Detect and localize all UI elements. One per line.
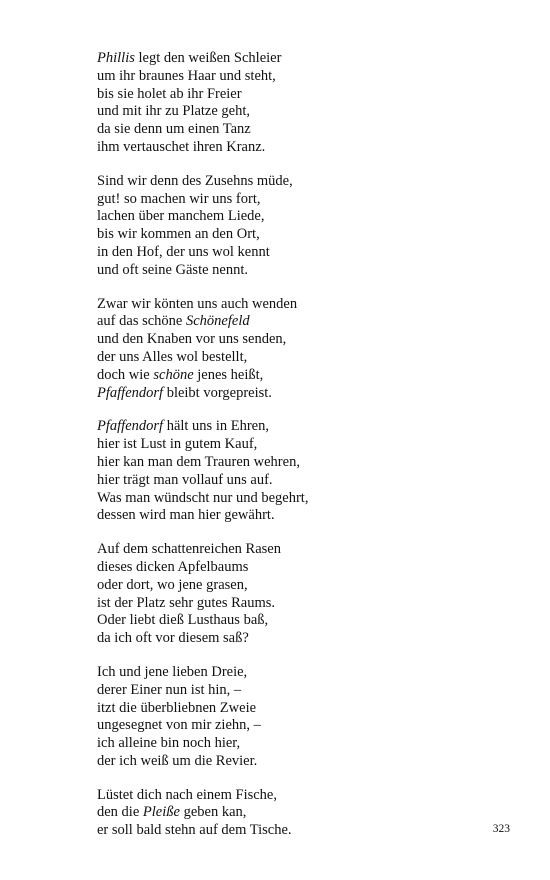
line-text: itzt die überbliebnen Zweie <box>97 699 257 716</box>
line-text: hier kan man dem Trauren wehren, <box>97 453 300 470</box>
line-text: Was man wündscht nur und begehrt, <box>97 489 309 506</box>
poem-line <box>97 577 517 595</box>
line-text: gut! so machen wir uns fort, <box>97 190 261 207</box>
line-text: jenes heißt, <box>193 366 264 383</box>
line-text: Sind wir denn des Zusehns müde, <box>97 172 293 189</box>
line-text: dieses dicken Apfelbaums <box>97 558 249 575</box>
line-text: auf das schöne <box>97 313 186 330</box>
line-text: ihm vertauschet ihren Kranz. <box>97 138 266 155</box>
poem-line <box>97 349 517 367</box>
poem-line <box>97 86 517 104</box>
line-text: Oder liebt dieß Lusthaus baß, <box>97 612 269 629</box>
poem-line <box>97 595 517 613</box>
poem-line <box>97 682 517 700</box>
line-text: legt den weißen Schleier <box>134 50 282 66</box>
poem-line <box>97 50 517 68</box>
stanza <box>97 418 517 525</box>
line-text: lachen über manchem Liede, <box>97 208 265 225</box>
line-text: Auf dem schattenreichen Rasen <box>97 541 281 558</box>
stanza <box>97 50 517 157</box>
poem-line <box>97 139 517 157</box>
italic-name: Phillis <box>97 50 135 66</box>
line-text: der uns Alles wol bestellt, <box>97 348 248 365</box>
italic-name: Schönefeld <box>185 313 250 330</box>
poem-line <box>97 454 517 472</box>
poem-line <box>97 804 517 822</box>
poem-line <box>97 331 517 349</box>
poem-line <box>97 490 517 508</box>
poem-line <box>97 68 517 86</box>
poem-line <box>97 507 517 525</box>
line-text: und oft seine Gäste nennt. <box>97 261 249 278</box>
line-text: und mit ihr zu Platze geht, <box>97 103 251 120</box>
line-text: bis wir kommen an den Ort, <box>97 226 260 243</box>
poem-body <box>97 50 517 856</box>
poem-line <box>97 787 517 805</box>
line-text: da sie denn um einen Tanz <box>97 121 251 138</box>
poem-line <box>97 121 517 139</box>
line-text: geben kan, <box>179 804 247 821</box>
line-text: doch wie <box>97 366 154 383</box>
poem-line <box>97 700 517 718</box>
poem-line <box>97 753 517 771</box>
line-text: der ich weiß um die Revier. <box>97 752 258 769</box>
line-text: hier trägt man vollauf uns auf. <box>97 471 273 488</box>
poem-line <box>97 367 517 385</box>
poem-line <box>97 226 517 244</box>
poem-line <box>97 630 517 648</box>
line-text: ist der Platz sehr gutes Raums. <box>97 594 276 611</box>
poem-line <box>97 173 517 191</box>
line-text: ich alleine bin noch hier, <box>97 735 241 752</box>
line-text: Ich und jene lieben Dreie, <box>97 663 248 680</box>
poem-line <box>97 717 517 735</box>
line-text: den die <box>97 804 143 821</box>
line-text: um ihr braunes Haar und steht, <box>97 67 276 84</box>
line-text: da ich oft vor diesem saß? <box>97 630 249 647</box>
line-text: bleibt vorgepreist. <box>163 384 272 401</box>
poem-line <box>97 472 517 490</box>
line-text: Lüstet dich nach einem Fische, <box>97 786 277 803</box>
line-text: dessen wird man hier gewährt. <box>97 507 275 524</box>
line-text: hält uns in Ehren, <box>163 418 269 435</box>
poem-line <box>97 296 517 314</box>
poem-line <box>97 418 517 436</box>
stanza <box>97 173 517 280</box>
line-text: in den Hof, der uns wol kennt <box>97 243 270 260</box>
poem-line <box>97 385 517 403</box>
poem-line <box>97 244 517 262</box>
poem-line <box>97 541 517 559</box>
line-text: derer Einer nun ist hin, – <box>97 681 242 698</box>
line-text: und den Knaben vor uns senden, <box>97 331 287 348</box>
poem-line <box>97 262 517 280</box>
page-number: 323 <box>492 823 510 835</box>
line-text: oder dort, wo jene grasen, <box>97 576 248 593</box>
poem-line <box>97 208 517 226</box>
poem-line <box>97 103 517 121</box>
italic-name: Pfaffendorf <box>97 384 164 401</box>
poem-line <box>97 822 517 840</box>
poem-line <box>97 313 517 331</box>
line-text: hier ist Lust in gutem Kauf, <box>97 436 258 453</box>
poem-line <box>97 559 517 577</box>
line-text: ungesegnet von mir ziehn, – <box>97 717 261 734</box>
line-text: Zwar wir könten uns auch wenden <box>97 295 298 312</box>
line-text: bis sie holet ab ihr Freier <box>97 85 242 102</box>
italic-name: Pleiße <box>142 804 180 821</box>
poem-line <box>97 664 517 682</box>
poem-line <box>97 735 517 753</box>
stanza <box>97 296 517 403</box>
stanza <box>97 664 517 771</box>
poem-line <box>97 612 517 630</box>
italic-name: Pfaffendorf <box>97 418 164 435</box>
stanza <box>97 787 517 840</box>
poem-line <box>97 436 517 454</box>
italic-name: schöne <box>153 366 194 383</box>
line-text: er soll bald stehn auf dem Tische. <box>97 822 292 839</box>
stanza <box>97 541 517 648</box>
poem-line <box>97 191 517 209</box>
